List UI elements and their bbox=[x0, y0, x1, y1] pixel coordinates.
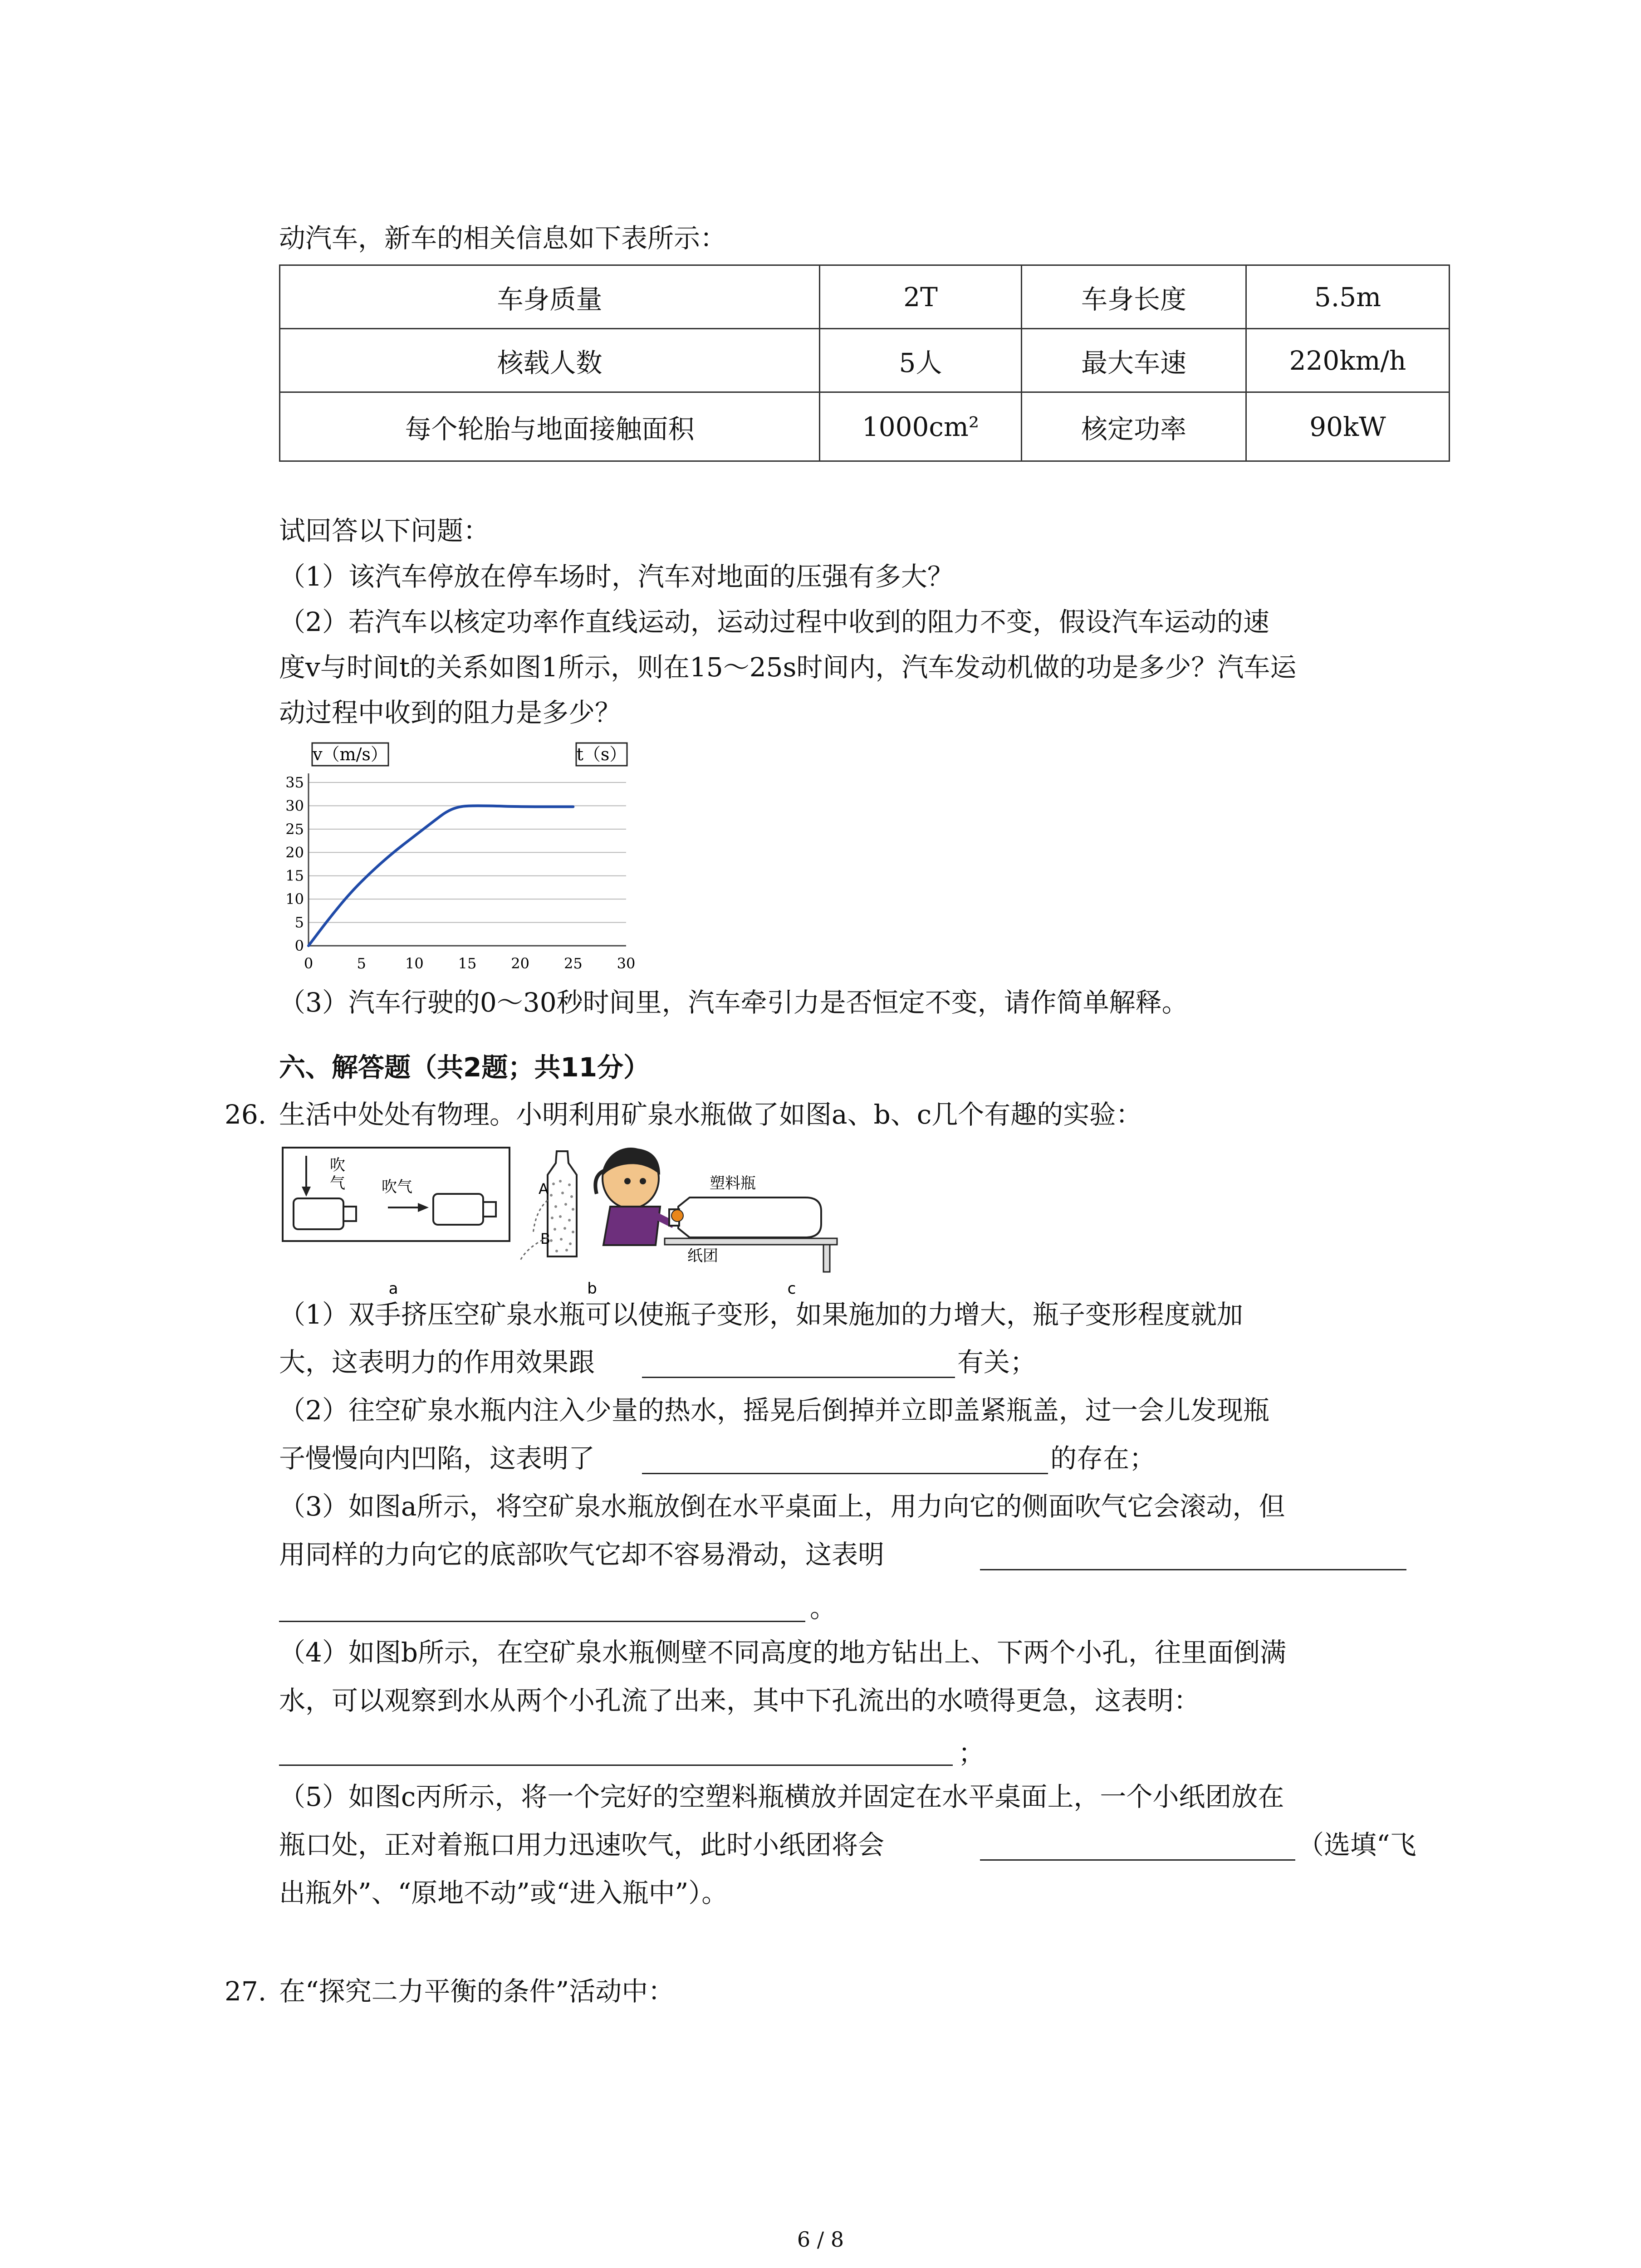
y-tick-label: 5 bbox=[294, 914, 304, 931]
fig-a-blow-label-1: 吹 bbox=[330, 1156, 345, 1174]
table-cell: 5人 bbox=[820, 329, 1022, 392]
y-tick-label: 0 bbox=[294, 937, 304, 954]
x-axis-label: t（s） bbox=[576, 744, 627, 764]
y-tick-label: 10 bbox=[285, 890, 304, 908]
q26-part3-line1: （3）如图a所示，将空矿泉水瓶放倒在水平桌面上，用力向它的侧面吹气它会滚动，但 bbox=[279, 1491, 1285, 1522]
q26-part5-line3: 出瓶外”、“原地不动”或“进入瓶中”）。 bbox=[279, 1877, 728, 1908]
q26-part2-line2b: 的存在； bbox=[1050, 1443, 1156, 1474]
y-tick-label: 20 bbox=[285, 844, 304, 861]
fig-a-blow-label-2: 吹气 bbox=[382, 1178, 412, 1196]
table-cell: 2T bbox=[820, 265, 1022, 329]
x-tick-label: 20 bbox=[511, 955, 530, 972]
q26-part5-line1: （5）如图c丙所示，将一个完好的空塑料瓶横放并固定在水平桌面上，一个小纸团放在 bbox=[279, 1781, 1284, 1812]
y-tick-label: 30 bbox=[285, 797, 304, 815]
q25-part2-line1: （2）若汽车以核定功率作直线运动，运动过程中收到的阻力不变，假设汽车运动的速 bbox=[279, 606, 1269, 637]
q26-part1-line1: （1）双手挤压空矿泉水瓶可以使瓶子变形，如果施加的力增大，瓶子变形程度就加 bbox=[279, 1299, 1243, 1330]
y-tick-label: 35 bbox=[285, 774, 304, 791]
q26-part4-line1: （4）如图b所示，在空矿泉水瓶侧壁不同高度的地方钻出上、下两个小孔，往里面倒满 bbox=[279, 1637, 1287, 1668]
girl-icon bbox=[595, 1149, 674, 1245]
fig-c-paper-label: 纸团 bbox=[687, 1247, 718, 1265]
table-cell: 每个轮胎与地面接触面积 bbox=[280, 392, 820, 461]
x-tick-label: 15 bbox=[458, 955, 477, 972]
q25-part2-line2: 度v与时间t的关系如图1所示，则在15～25s时间内，汽车发动机做的功是多少？汽车运 bbox=[279, 652, 1297, 683]
fig-c-bottle-label: 塑料瓶 bbox=[710, 1174, 756, 1193]
answer-blank-3b[interactable] bbox=[279, 1621, 805, 1622]
q26-part2-line2a: 子慢慢向内凹陷，这表明了 bbox=[279, 1443, 595, 1474]
q27-stem: 在“探究二力平衡的条件”活动中： bbox=[279, 1976, 675, 2007]
fig-a-label: a bbox=[388, 1280, 398, 1298]
y-axis-label: v（m/s） bbox=[313, 744, 388, 764]
table-cell: 车身长度 bbox=[1022, 265, 1246, 329]
answer-blank-3a[interactable] bbox=[980, 1569, 1406, 1570]
q26-part5-line2b: （选填“飞 bbox=[1298, 1829, 1416, 1860]
table-row bbox=[280, 392, 1450, 461]
fig-c-label: c bbox=[787, 1280, 796, 1298]
x-tick-label: 5 bbox=[357, 955, 366, 972]
q26-part4-end: ； bbox=[958, 1738, 985, 1769]
answer-blank-2[interactable] bbox=[642, 1473, 1048, 1474]
answer-blank-1[interactable] bbox=[642, 1377, 955, 1378]
table-cell: 90kW bbox=[1246, 392, 1450, 461]
spec-table bbox=[279, 264, 1450, 462]
x-tick-label: 25 bbox=[563, 955, 583, 972]
x-tick-label: 10 bbox=[405, 955, 424, 972]
x-tick-label: 30 bbox=[617, 955, 636, 972]
q26-stem: 生活中处处有物理。小明利用矿泉水瓶做了如图a、b、c几个有趣的实验： bbox=[279, 1099, 1142, 1130]
table-cell: 车身质量 bbox=[280, 265, 820, 329]
table-row bbox=[280, 265, 1450, 329]
q26-part2-line1: （2）往空矿泉水瓶内注入少量的热水，摇晃后倒掉并立即盖紧瓶盖，过一会儿发现瓶 bbox=[279, 1395, 1269, 1426]
intro-line: 动汽车，新车的相关信息如下表所示： bbox=[279, 223, 727, 254]
answer-blank-5[interactable] bbox=[980, 1859, 1295, 1861]
q25-part3: （3）汽车行驶的0～30秒时间里，汽车牵引力是否恒定不变，请作简单解释。 bbox=[279, 987, 1188, 1018]
q26-part3-end: 。 bbox=[810, 1593, 837, 1623]
answer-blank-4[interactable] bbox=[279, 1765, 953, 1766]
table-cell: 核定功率 bbox=[1022, 392, 1246, 461]
table-cell: 1000cm² bbox=[820, 392, 1022, 461]
q25-part1: （1）该汽车停放在停车场时，汽车对地面的压强有多大？ bbox=[279, 561, 954, 592]
q25-part2-line3: 动过程中收到的阻力是多少？ bbox=[279, 697, 622, 728]
section-heading: 六、解答题（共2题；共11分） bbox=[279, 1052, 650, 1083]
q26-figures bbox=[279, 1143, 869, 1306]
fig-b-label: b bbox=[587, 1280, 597, 1298]
plastic-bottle-icon bbox=[669, 1198, 821, 1237]
fig-b-hole-a: A bbox=[539, 1180, 549, 1198]
q26-part1-line2b: 有关； bbox=[957, 1347, 1037, 1378]
q26-number: 26. bbox=[225, 1099, 267, 1130]
page-number: 6 / 8 bbox=[797, 2227, 844, 2252]
q26-part5-line2a: 瓶口处，正对着瓶口用力迅速吹气，此时小纸团将会 bbox=[279, 1829, 885, 1860]
table-cell: 核载人数 bbox=[280, 329, 820, 392]
paper-ball-icon bbox=[671, 1210, 683, 1222]
figure-c bbox=[595, 1149, 837, 1272]
figure-a bbox=[283, 1148, 509, 1241]
fig-b-hole-b: B bbox=[540, 1230, 550, 1247]
velocity-time-chart bbox=[263, 735, 644, 993]
q26-part4-line2: 水，可以观察到水从两个小孔流了出来，其中下孔流出的水喷得更急，这表明： bbox=[279, 1685, 1200, 1716]
x-tick-label: 0 bbox=[304, 955, 314, 972]
table-cell: 5.5m bbox=[1246, 265, 1450, 329]
q27-number: 27. bbox=[225, 1976, 267, 2007]
table-cell: 220km/h bbox=[1246, 329, 1450, 392]
q25-prompt: 试回答以下问题： bbox=[279, 515, 490, 546]
table-cell: 最大车速 bbox=[1022, 329, 1246, 392]
table-row bbox=[280, 329, 1450, 392]
y-tick-label: 25 bbox=[285, 820, 304, 838]
fig-a-blow-label-1b: 气 bbox=[330, 1174, 345, 1193]
q26-part3-line2: 用同样的力向它的底部吹气它却不容易滑动，这表明 bbox=[279, 1539, 885, 1570]
figure-b bbox=[519, 1151, 577, 1262]
q26-part1-line2a: 大，这表明力的作用效果跟 bbox=[279, 1347, 595, 1378]
y-tick-label: 15 bbox=[285, 867, 304, 885]
table-top bbox=[665, 1238, 837, 1245]
